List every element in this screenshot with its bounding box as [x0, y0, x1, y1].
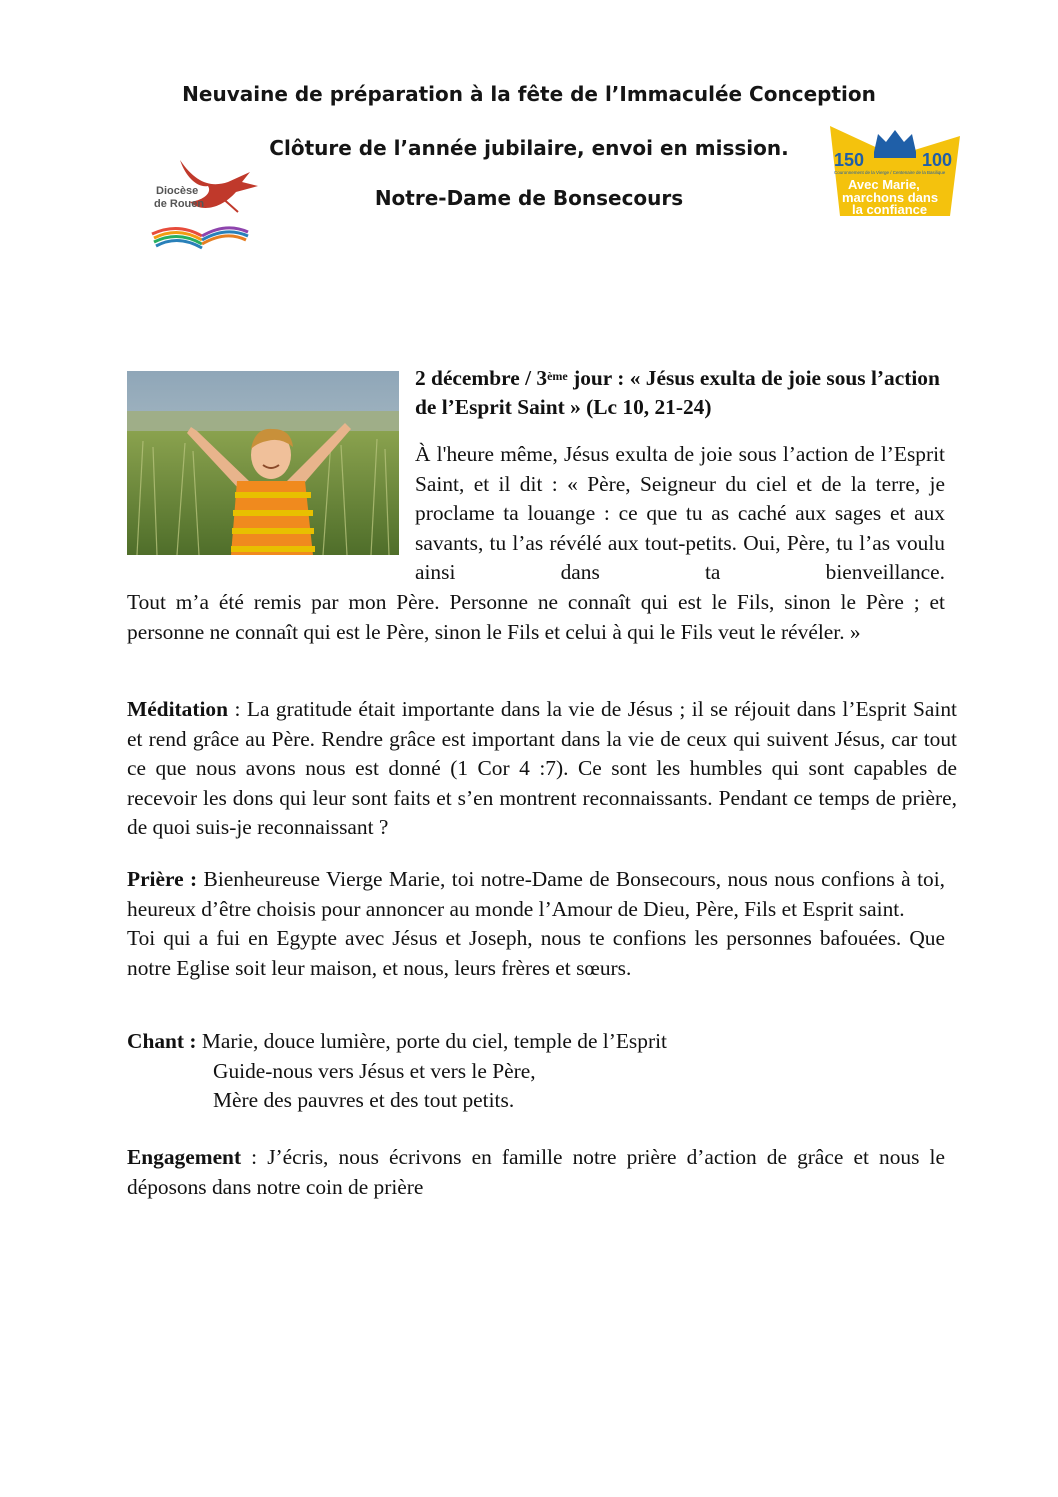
chant-line-1: Marie, douce lumière, porte du ciel, temple de l’Esprit: [196, 1029, 667, 1053]
engagement-text: : J’écris, nous écrivons en famille notre prière d’action de grâce et nous le déposons dans notre coin de prière: [127, 1145, 945, 1199]
chant-section: [127, 1027, 945, 1116]
chant-line-2: Guide-nous vers Jésus et vers le Père,: [213, 1058, 536, 1083]
jubilee-number-100: 100: [922, 150, 953, 170]
jubilee-slogan-1: Avec Marie,: [848, 177, 920, 192]
jubilee-slogan-3: la confiance: [852, 202, 928, 216]
document-subtitle: Clôture de l’année jubilaire, envoi en mission.: [269, 136, 789, 160]
gospel-text-top: À l'heure même, Jésus exulta de joie sous l’action de l’Esprit Saint, et il dit : « Père, Seigneur du ciel et de la terre, je proclame ta louange : ce que tu as caché aux sages et aux savants, tu l’as révélé aux tout-petits. Oui, Père, tu l’as voulu ainsi dans ta bienveillance.: [415, 442, 945, 584]
day-title-date: 2 décembre / 3: [415, 366, 548, 390]
gospel-text-rest: Tout m’a été remis par mon Père. Personne ne connaît qui est le Fils, sinon le Père ; et personne ne connaît qui est le Père, sinon le Fils et celui à qui le Fils veut le révéler. »: [127, 590, 945, 644]
day-title-theme: jour : « Jésus exulta de joie sous l’action de l’Esprit Saint » (Lc 10, 21-24): [415, 366, 940, 419]
jubilee-small-text: Couronnement de la Vierge / Centenaire de la Basilique: [834, 170, 946, 175]
jubilee-slogan-2: marchons dans: [842, 190, 939, 205]
meditation-text: : La gratitude était importante dans la vie de Jésus ; il se réjouit dans l’Esprit Saint et rend grâce au Père. Rendre grâce est important dans la vie de ceux qui suivent Jésus, car tout ce que nous avons nous est donné (1 Cor 4 :7). Ce sont les humbles qui sont capables de recevoir les dons qui leur sont faits et s’en montrent reconnaissants. Pendant ce temps de prière, de quoi suis-je reconnaissant ?: [127, 697, 957, 839]
chant-line-3: Mère des pauvres et des tout petits.: [213, 1088, 515, 1112]
day-title: [415, 364, 945, 422]
jubilee-logo: [830, 126, 960, 216]
prayer-text-1: Bienheureuse Vierge Marie, toi notre-Dame de Bonsecours, nous nous confions à toi, heureux d’être choisis pour annoncer au monde l’Amour de Dieu, Père, Fils et Esprit saint.: [127, 867, 945, 921]
prayer-section: [127, 865, 945, 983]
document-title: Neuvaine de préparation à la fête de l’Immaculée Conception: [182, 82, 876, 106]
jubilee-number-150: 150: [834, 150, 865, 170]
day-title-superscript: ème: [547, 369, 568, 383]
meditation-label: Méditation: [127, 697, 228, 721]
engagement-label: Engagement: [127, 1145, 242, 1169]
prayer-text-2: Toi qui a fui en Egypte avec Jésus et Joseph, nous te confions les personnes bafouées. Que notre Eglise soit leur maison, et nous, leurs frères et sœurs.: [127, 926, 945, 980]
diocese-logo-text2: de Rouen: [154, 198, 205, 210]
engagement-section: [127, 1143, 945, 1202]
child-in-field-photo: [127, 371, 399, 555]
diocese-logo: [150, 152, 260, 250]
document-location: Notre-Dame de Bonsecours: [374, 186, 684, 210]
prayer-label: Prière :: [127, 867, 198, 891]
diocese-logo-text1: Diocèse: [156, 185, 199, 197]
meditation-section: [127, 695, 957, 843]
chant-label: Chant :: [127, 1029, 197, 1053]
